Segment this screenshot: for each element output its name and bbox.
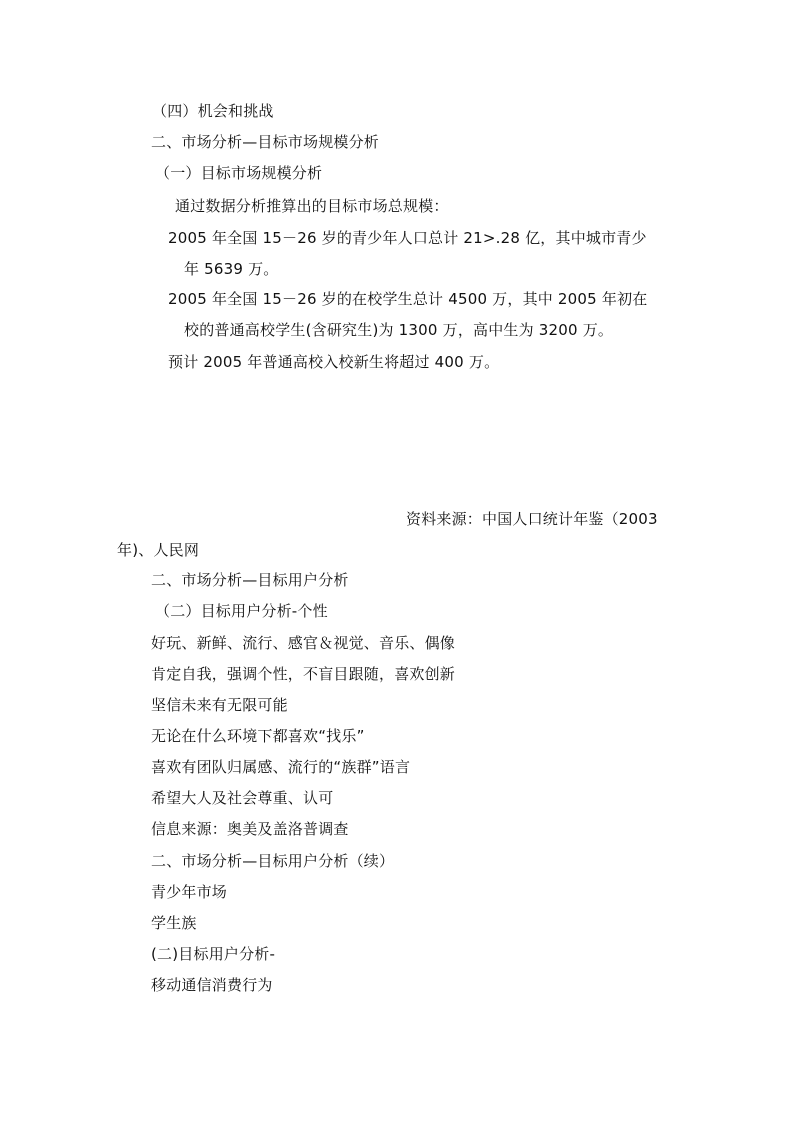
list-item: 移动通信消费行为 xyxy=(151,976,273,994)
list-item: 青少年市场 xyxy=(151,883,228,901)
paragraph-new-students: 预计 2005 年普通高校入校新生将超过 400 万。 xyxy=(168,353,500,371)
list-item: 希望大人及社会尊重、认可 xyxy=(151,789,334,807)
paragraph-youth-population: 2005 年全国 15－26 岁的青少年人口总计 21>.28 亿，其中城市青少 xyxy=(168,229,647,247)
heading-opportunities: （四）机会和挑战 xyxy=(152,102,274,120)
list-item: 肯定自我，强调个性，不盲目跟随，喜欢创新 xyxy=(151,665,456,683)
subheading-target-users: (二)目标用户分析- xyxy=(151,945,276,963)
list-item: 坚信未来有无限可能 xyxy=(151,696,288,714)
paragraph-youth-population-cont: 年 5639 万。 xyxy=(184,260,279,278)
info-source: 信息来源：奥美及盖洛普调查 xyxy=(151,820,349,838)
subheading-market-size: （一）目标市场规模分析 xyxy=(155,164,323,182)
list-item: 好玩、新鲜、流行、感官＆视觉、音乐、偶像 xyxy=(151,634,456,652)
paragraph-intro: 通过数据分析推算出的目标市场总规模： xyxy=(175,197,449,215)
list-item: 学生族 xyxy=(151,914,197,932)
list-item: 无论在什么环境下都喜欢“找乐” xyxy=(151,727,365,745)
paragraph-students: 2005 年全国 15－26 岁的在校学生总计 4500 万，其中 2005 年初在 xyxy=(168,290,648,308)
section-heading-target-users-cont: 二、市场分析—目标用户分析（续） xyxy=(151,852,395,870)
paragraph-students-cont: 校的普通高校学生(含研究生)为 1300 万，高中生为 3200 万。 xyxy=(184,321,614,339)
subheading-personality: （二）目标用户分析-个性 xyxy=(155,602,328,620)
source-note-cont: 年)、人民网 xyxy=(117,541,200,559)
section-heading-market-size: 二、市场分析—目标市场规模分析 xyxy=(151,133,380,151)
source-note: 资料来源：中国人口统计年鉴（2003 xyxy=(406,510,658,528)
list-item: 喜欢有团队归属感、流行的“族群”语言 xyxy=(151,758,411,776)
section-heading-target-users: 二、市场分析—目标用户分析 xyxy=(151,571,349,589)
